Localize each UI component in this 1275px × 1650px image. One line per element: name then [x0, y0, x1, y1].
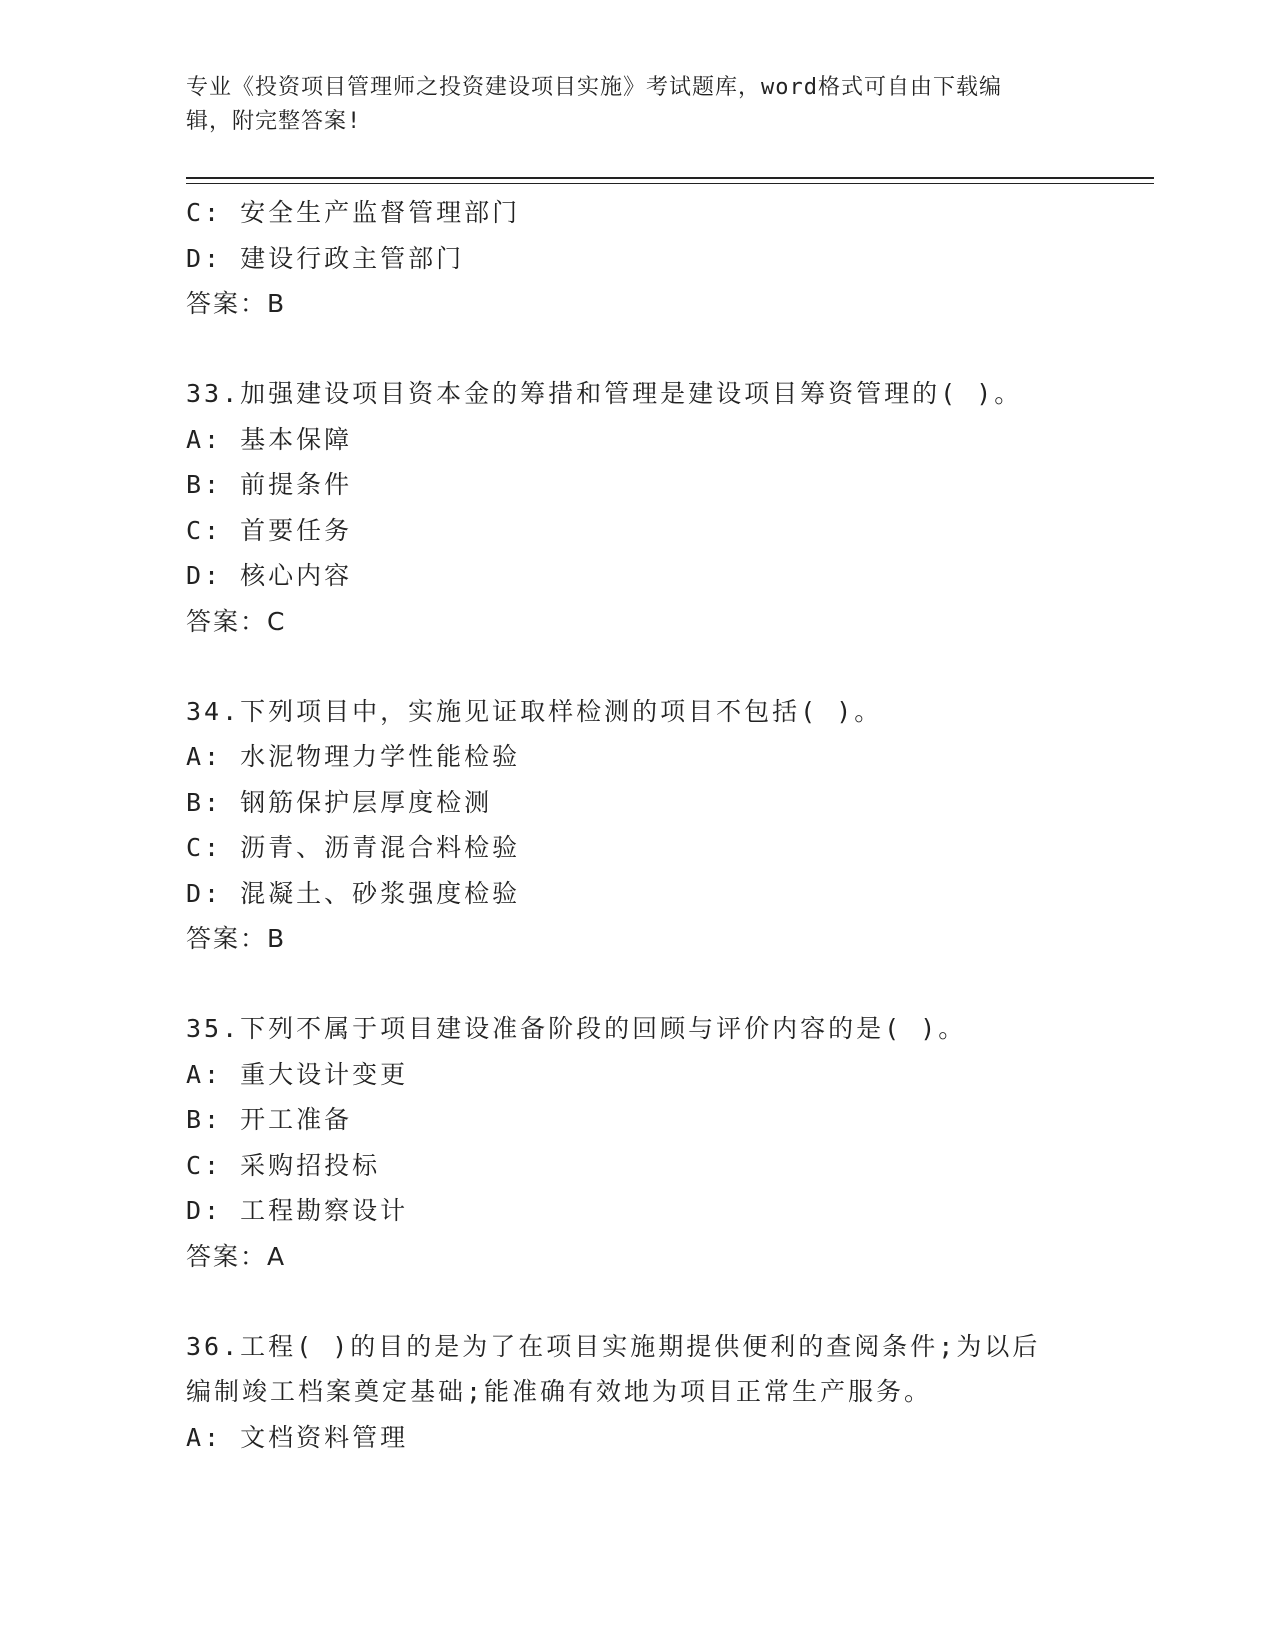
option-a: A: 文档资料管理	[186, 1422, 409, 1452]
option-a: A: 基本保障	[186, 424, 353, 454]
option-b: B: 开工准备	[186, 1105, 353, 1134]
answer: 答案：B	[186, 924, 287, 953]
header-line-2: 辑，附完整答案!	[186, 109, 362, 134]
option-c: C: 安全生产监督管理部门	[186, 198, 521, 227]
header-rule-thin	[186, 183, 1154, 184]
question-stem-line-1: 36.工程( )的目的是为了在项目实施期提供便利的查阅条件;为以后	[186, 1331, 1041, 1361]
answer: 答案：C	[186, 606, 287, 636]
question-34	[186, 689, 1086, 963]
question-list	[186, 190, 1086, 1460]
answer: 答案：B	[186, 289, 287, 318]
option-d: D: 混凝土、砂浆强度检验	[186, 878, 521, 908]
option-d: D: 建设行政主管部门	[186, 243, 465, 273]
answer: 答案：A	[186, 1241, 287, 1271]
option-a: A: 水泥物理力学性能检验	[186, 742, 521, 771]
question-36	[186, 1324, 1086, 1461]
question-stem: 35.下列不属于项目建设准备阶段的回顾与评价内容的是( )。	[186, 1014, 967, 1043]
question-33	[186, 371, 1086, 645]
option-c: C: 沥青、沥青混合料检验	[186, 833, 521, 862]
option-b: B: 前提条件	[186, 470, 353, 499]
question-stem: 34.下列项目中，实施见证取样检测的项目不包括( )。	[186, 696, 883, 726]
header-rule-thick	[186, 177, 1154, 179]
option-c: C: 首要任务	[186, 515, 353, 545]
page-header	[186, 71, 1066, 139]
option-a: A: 重大设计变更	[186, 1059, 409, 1089]
question-32-tail	[186, 190, 1086, 327]
option-d: D: 核心内容	[186, 561, 353, 590]
question-stem-line-2: 编制竣工档案奠定基础;能准确有效地为项目正常生产服务。	[186, 1377, 933, 1406]
option-b: B: 钢筋保护层厚度检测	[186, 787, 493, 817]
option-c: C: 采购招投标	[186, 1150, 381, 1180]
header-line-1: 专业《投资项目管理师之投资建设项目实施》考试题库，word格式可自由下载编	[186, 75, 1002, 100]
question-35	[186, 1006, 1086, 1280]
option-d: D: 工程勘察设计	[186, 1196, 409, 1225]
question-stem: 33.加强建设项目资本金的筹措和管理是建设项目筹资管理的( )。	[186, 379, 1023, 408]
